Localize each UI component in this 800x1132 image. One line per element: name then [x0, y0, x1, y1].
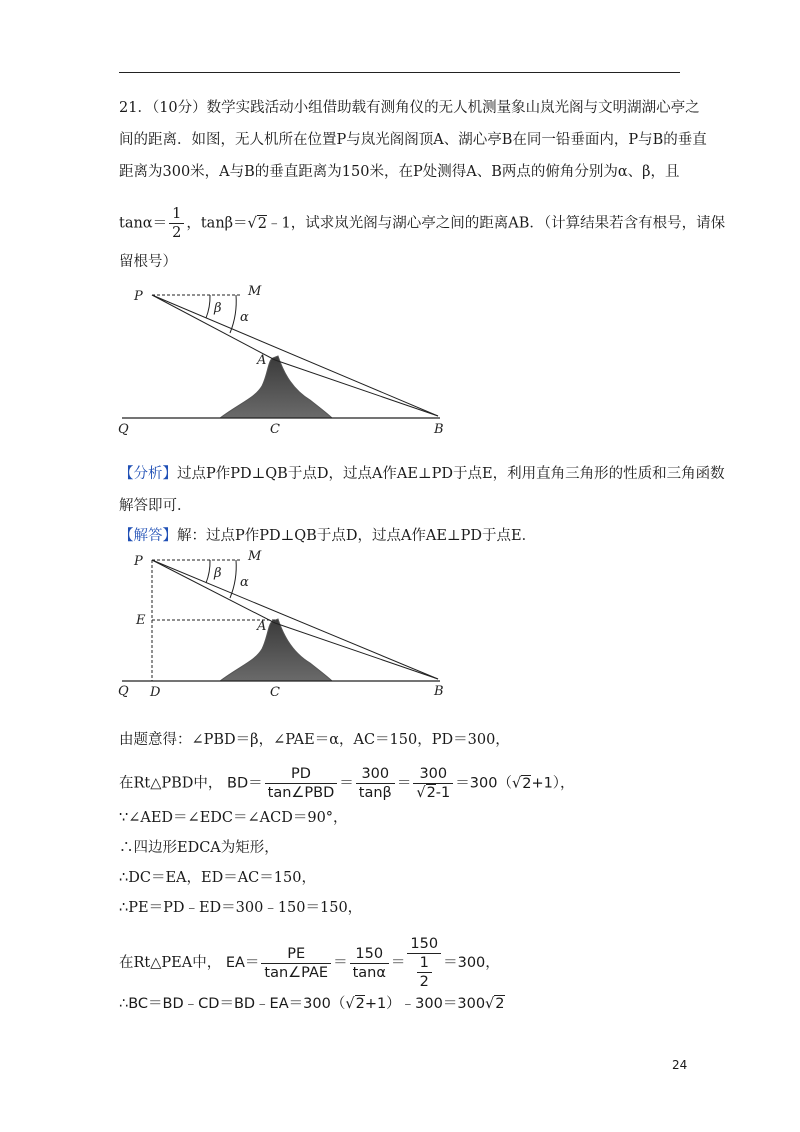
label-b: B [434, 422, 444, 437]
fraction-300-sqrt [413, 765, 453, 802]
bc-mid: +1）﹣300＝300 [364, 996, 486, 1012]
page-number: 24 [672, 1058, 688, 1072]
step-given: 由题意得：∠PBD＝β，∠PAE＝α，AC＝150，PD＝300， [119, 732, 510, 748]
angle-alpha-arc [230, 560, 236, 598]
label-beta: β [214, 566, 222, 581]
analysis-line-2: 解答即可． [119, 498, 192, 514]
fraction-denominator: tan∠PAE [264, 964, 329, 981]
label-d: D [150, 685, 161, 700]
fraction-numerator: 150 [350, 945, 389, 964]
bc-prefix: ∴BC＝BD﹣CD＝BD﹣EA＝300（ [119, 996, 346, 1012]
label-q: Q [118, 684, 129, 699]
fraction-150-tana [350, 945, 389, 982]
sqrt-radicand: 2 [257, 215, 268, 232]
fraction-pe-tan [261, 945, 331, 982]
step-rectangle: ∴四边形EDCA为矩形， [119, 840, 279, 856]
fraction-150-half [407, 935, 441, 991]
angle-beta-arc [206, 295, 210, 318]
analysis-tag: 【分析】 [119, 466, 177, 482]
label-m: M [248, 284, 262, 299]
rt-pbd-prefix: 在Rt△PBD中， [119, 775, 223, 792]
problem-line-1: 21．（10分）数学实践活动小组借助载有测角仪的无人机测量象山岚光阁与文明湖湖心亭之 [119, 100, 700, 116]
minus-one: -1 [435, 785, 451, 801]
problem-line-3: 距离为300米，A与B的垂直距离为150米，在P处测得A、B两点的俯角分别为α、β，且 [119, 164, 680, 180]
bd-result: ＝300（ [455, 775, 512, 792]
solution-tag: 【解答】 [119, 528, 177, 544]
label-b: B [434, 684, 444, 699]
fraction-half [169, 205, 184, 242]
fraction-denominator: tanβ [358, 785, 392, 801]
tan-beta-label: ，tanβ＝ [186, 215, 248, 232]
tan-alpha-label: tanα＝ [119, 215, 168, 232]
label-m: M [248, 549, 262, 564]
label-alpha: α [240, 575, 249, 590]
equals-sign: ＝ [390, 955, 406, 971]
problem-line-4-tail: ﹣1，试求岚光阁与湖心亭之间的距离AB．（计算结果若含有根号，请保 [267, 215, 726, 232]
fraction-numerator: 300 [413, 765, 453, 784]
fraction-denominator: √2-1 [416, 785, 451, 801]
fraction-denominator [407, 954, 441, 991]
rt-pea-prefix: 在Rt△PEA中， [119, 955, 222, 971]
step-pe: ∴PE＝PD﹣ED＝300﹣150＝150， [119, 900, 363, 916]
fraction-denominator: tanα [352, 964, 386, 981]
fraction-denominator: tan∠PBD [267, 785, 335, 801]
problem-line-2: 间的距离．如图，无人机所在位置P与岚光阁阁顶A、湖心亭B在同一铅垂面内，P与B的垂直 [119, 132, 707, 148]
bd-label: BD＝ [227, 775, 263, 792]
problem-line-4: tanα＝ $\frac{1}{2}$ ，tanβ＝√2﹣1，试求岚光阁与湖心亭之间的距离AB．（计算结果若含有根号，请保 [119, 206, 726, 241]
equals-sign: ＝ [339, 775, 354, 792]
fraction-numerator: 150 [407, 935, 441, 954]
mountain-shape [220, 356, 332, 418]
angle-beta-arc [206, 560, 210, 583]
fraction-denominator: 2 [172, 225, 182, 241]
top-rule [119, 72, 680, 73]
analysis-line-1 [119, 464, 725, 484]
label-alpha: α [240, 310, 249, 325]
analysis-text: 过点P作PD⊥QB于点D，过点A作AE⊥PD于点E，利用直角三角形的性质和三角函数 [177, 466, 725, 482]
step-dc-ea: ∴DC＝EA，ED＝AC＝150， [119, 870, 316, 886]
fraction-numerator: PE [261, 945, 331, 964]
angle-alpha-arc [230, 295, 236, 333]
equals-sign: ＝ [333, 955, 348, 971]
figure-solution [110, 548, 460, 708]
label-beta: β [214, 301, 222, 316]
label-c: C [270, 422, 280, 437]
bd-result-tail: +1）， [531, 775, 575, 792]
fraction-pd-tan [265, 765, 338, 802]
step-ea [119, 935, 500, 991]
label-a: A [257, 353, 267, 368]
ea-result: ＝300， [443, 955, 500, 971]
sqrt-radicand: 2 [495, 996, 505, 1012]
step-because: ∵∠AED＝∠EDC＝∠ACD＝90°， [119, 810, 348, 826]
problem-line-5: 留根号） [119, 254, 177, 270]
nested-fraction-half [417, 954, 432, 991]
label-c: C [270, 685, 280, 700]
step-bc: ∴BC＝BD﹣CD＝BD﹣EA＝300（√2+1）﹣300＝300√2 [119, 996, 505, 1012]
solution-line-1 [119, 526, 536, 546]
label-e: E [136, 613, 146, 628]
label-p: P [134, 554, 143, 569]
label-q: Q [118, 422, 129, 437]
fraction-numerator: 300 [356, 765, 395, 784]
fraction-denominator: 2 [419, 974, 429, 990]
label-p: P [134, 289, 143, 304]
sqrt-radicand: 2 [426, 785, 436, 801]
equals-sign: ＝ [396, 775, 412, 792]
figure-problem [110, 278, 460, 438]
fraction-numerator: 1 [417, 954, 432, 973]
fraction-numerator: PD [265, 765, 338, 784]
sqrt-radicand: 2 [355, 996, 365, 1012]
sqrt-radicand: 2 [522, 775, 532, 792]
step-bd: 在Rt△PBD中， BD＝ $\frac{PD}{\text{tan∠PBD}}$ ＝ $\frac{300}{\tan\beta}$ ＝ $\frac{300}{√2-1}$ ＝300（√2+1）， [119, 766, 575, 801]
fraction-numerator: 1 [169, 205, 184, 224]
ea-label: EA＝ [225, 955, 260, 971]
label-a: A [257, 619, 267, 634]
solution-text: 解：过点P作PD⊥QB于点D，过点A作AE⊥PD于点E． [177, 528, 537, 544]
fraction-300-tanb [356, 765, 395, 802]
